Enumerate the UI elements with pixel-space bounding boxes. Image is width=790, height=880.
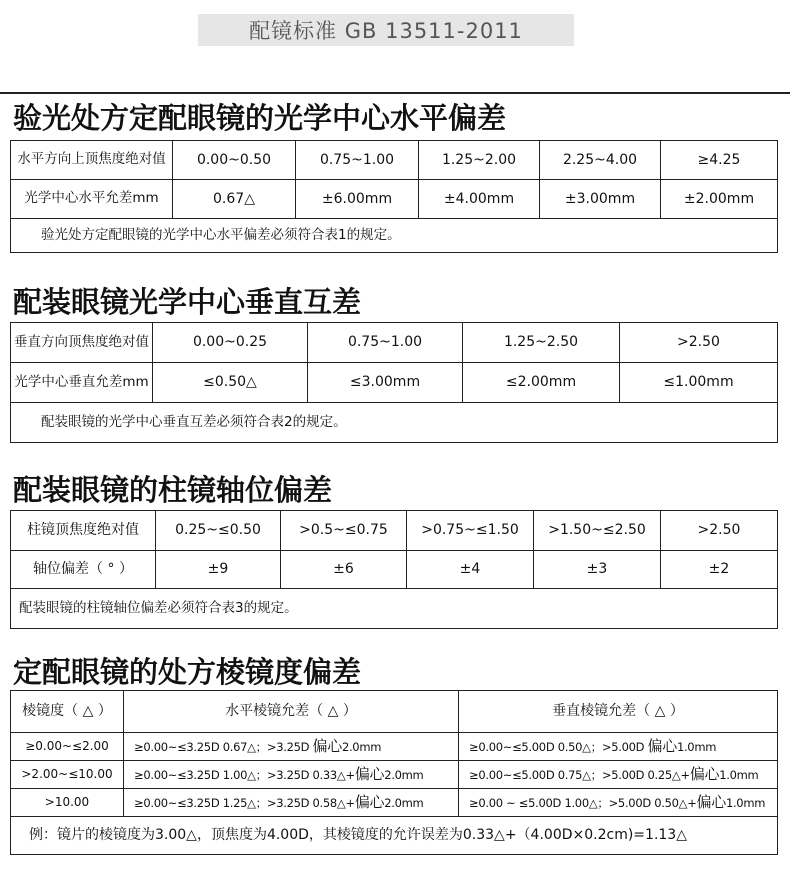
text-part: 1.0mm [725, 795, 766, 810]
table-row [11, 761, 778, 789]
text-part: ≥0.00~≤5.00D 0.50△；>5.00D [469, 739, 648, 754]
cell-power-range: >0.5~≤0.75 [281, 511, 407, 551]
cell-tolerance: ±4.00mm [419, 180, 540, 219]
cell-prism-range: >2.00~≤10.00 [11, 761, 124, 789]
table-row [11, 789, 778, 817]
text-part: 偏心 [354, 792, 385, 811]
example-note: 例：镜片的棱镜度为3.00△，顶焦度为4.00D，其棱镜度的允许误差为0.33△+（4.00D×0.2cm)=1.13△ [11, 817, 778, 855]
table-note: 配装眼镜的柱镜轴位偏差必须符合表3的规定。 [11, 589, 778, 629]
cell-power-range: >0.75~≤1.50 [407, 511, 534, 551]
row-label-axis-deviation: 轴位偏差（ ° ） [11, 551, 156, 589]
table-prism-deviation [10, 690, 778, 855]
cell-prism-range: ≥0.00~≤2.00 [11, 733, 124, 761]
cell-power-range: 0.00~0.25 [153, 323, 308, 363]
cell-tolerance: ≤3.00mm [308, 363, 463, 403]
text-part: 偏心 [696, 792, 726, 811]
cell-horizontal-tolerance [124, 761, 459, 789]
cell-tolerance: ≤0.50△ [153, 363, 308, 403]
text-part: 偏心 [312, 736, 342, 755]
header-horizontal-prism: 水平棱镜允差（ △ ） [124, 691, 459, 733]
cell-tolerance: ±2 [661, 551, 778, 589]
row-label-vertical-power: 垂直方向顶焦度绝对值 [11, 323, 153, 363]
table-note: 验光处方定配眼镜的光学中心水平偏差必须符合表1的规定。 [11, 219, 778, 253]
table-row [11, 180, 778, 219]
table-row [11, 589, 778, 629]
cell-tolerance: ±2.00mm [661, 180, 778, 219]
text-part: ≥0.00~≤3.25D 0.67△；>3.25D [134, 739, 313, 754]
cell-tolerance: ±6 [281, 551, 407, 589]
text-part: ≥0.00~≤5.00D 0.75△；>5.00D 0.25△+ [469, 767, 690, 782]
text-part: 1.0mm [676, 739, 717, 754]
cell-power-range: 1.25~2.50 [463, 323, 620, 363]
cell-tolerance: 0.67△ [173, 180, 296, 219]
cell-power-range: ≥4.25 [661, 141, 778, 180]
cell-horizontal-tolerance [124, 733, 459, 761]
table-row [11, 511, 778, 551]
table-note: 配装眼镜的光学中心垂直互差必须符合表2的规定。 [11, 403, 778, 443]
row-label-vertical-tolerance: 光学中心垂直允差mm [11, 363, 153, 403]
cell-power-range: 0.25~≤0.50 [156, 511, 281, 551]
text-part: 1.0mm [719, 767, 759, 782]
table-row [11, 323, 778, 363]
table-row [11, 141, 778, 180]
text-part: 2.0mm [341, 739, 382, 754]
table-row [11, 551, 778, 589]
table-row [11, 219, 778, 253]
table-horizontal-deviation [10, 140, 778, 253]
text-part: 2.0mm [384, 767, 424, 782]
row-label-horizontal-tolerance: 光学中心水平允差mm [11, 180, 173, 219]
cell-power-range: 0.75~1.00 [308, 323, 463, 363]
cell-power-range: 0.75~1.00 [296, 141, 419, 180]
text-part: 偏心 [689, 764, 720, 783]
cell-tolerance: ≤1.00mm [620, 363, 778, 403]
cell-tolerance: ≤2.00mm [463, 363, 620, 403]
cell-tolerance: ±3 [534, 551, 661, 589]
cell-tolerance: ±3.00mm [540, 180, 661, 219]
cell-power-range: >2.50 [661, 511, 778, 551]
section-title-axis-deviation: 配装眼镜的柱镜轴位偏差 [13, 473, 333, 507]
cell-tolerance: ±4 [407, 551, 534, 589]
cell-power-range: >1.50~≤2.50 [534, 511, 661, 551]
table-row [11, 363, 778, 403]
cell-prism-range: >10.00 [11, 789, 124, 817]
section-title-vertical-difference: 配装眼镜光学中心垂直互差 [13, 285, 362, 319]
cell-power-range: 0.00~0.50 [173, 141, 296, 180]
table-vertical-difference [10, 322, 778, 443]
section-title-prism-deviation: 定配眼镜的处方棱镜度偏差 [13, 655, 362, 689]
row-label-horizontal-power: 水平方向上顶焦度绝对值 [11, 141, 173, 180]
table-row [11, 817, 778, 855]
text-part: ≥0.00~≤3.25D 1.00△；>3.25D 0.33△+ [134, 767, 355, 782]
header-vertical-prism: 垂直棱镜允差（ △ ） [459, 691, 778, 733]
cell-power-range: >2.50 [620, 323, 778, 363]
table-row [11, 733, 778, 761]
table-axis-deviation [10, 510, 778, 629]
text-part: 偏心 [354, 764, 385, 783]
text-part: 2.0mm [384, 795, 424, 810]
section-title-horizontal-deviation: 验光处方定配眼镜的光学中心水平偏差 [13, 101, 507, 135]
table-row [11, 691, 778, 733]
text-part: ≥0.00 ~ ≤5.00D 1.00△；>5.00D 0.50△+ [469, 795, 697, 810]
text-part: 偏心 [647, 736, 677, 755]
cell-vertical-tolerance [459, 789, 778, 817]
header-prism-power: 棱镜度（ △ ） [11, 691, 124, 733]
cell-tolerance: ±6.00mm [296, 180, 419, 219]
text-part: ≥0.00~≤3.25D 1.25△；>3.25D 0.58△+ [134, 795, 355, 810]
cell-power-range: 1.25~2.00 [419, 141, 540, 180]
cell-tolerance: ±9 [156, 551, 281, 589]
cell-power-range: 2.25~4.00 [540, 141, 661, 180]
standard-header: 配镜标准 GB 13511-2011 [198, 14, 574, 46]
top-divider [0, 92, 790, 94]
cell-horizontal-tolerance [124, 789, 459, 817]
table-row [11, 403, 778, 443]
cell-vertical-tolerance [459, 761, 778, 789]
row-label-cylinder-power: 柱镜顶焦度绝对值 [11, 511, 156, 551]
cell-vertical-tolerance [459, 733, 778, 761]
